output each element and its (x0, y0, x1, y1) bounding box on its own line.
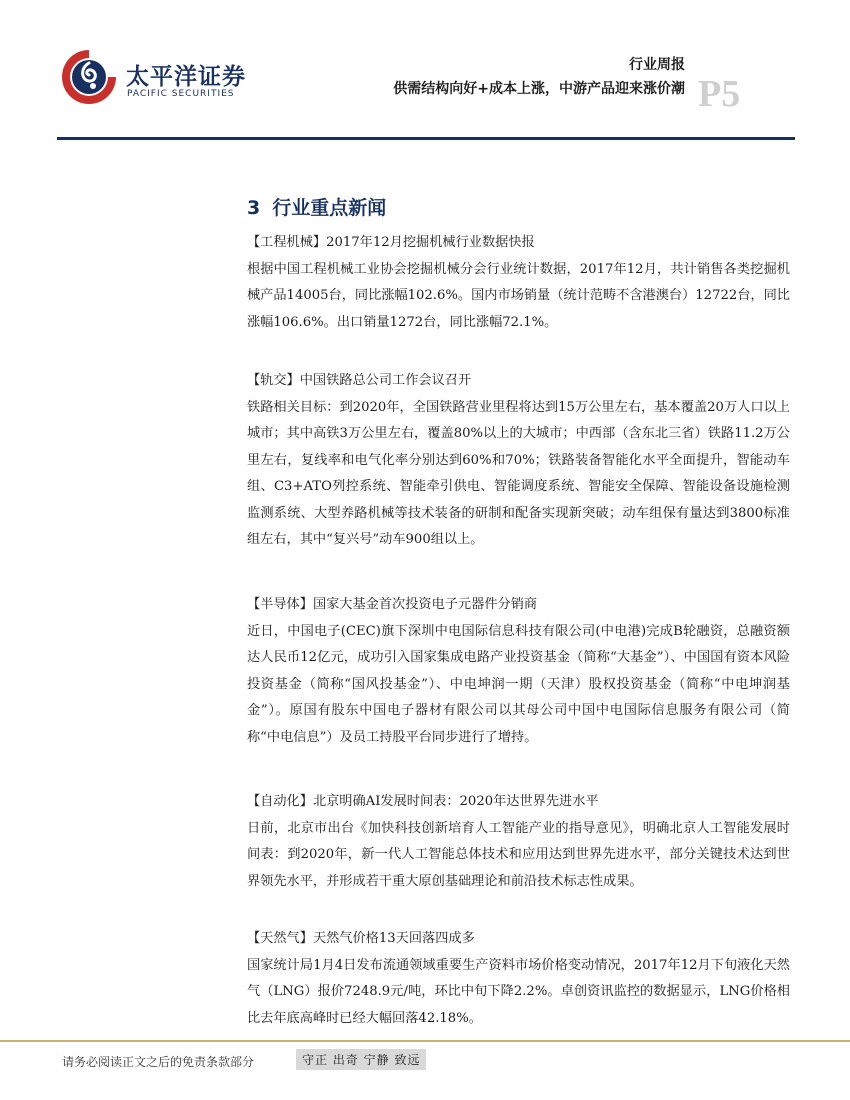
news-item (247, 367, 790, 553)
news-body: 日前，北京市出台《加快科技创新培育人工智能产业的指导意见》，明确北京人工智能发展时间表：到2020年，新一代人工智能总体技术和应用达到世界先进水平，部分关键技术达到世界领先水平，并形成若干重大原创基础理论和前沿技术标志性成果。 (247, 821, 790, 889)
news-item (247, 925, 790, 1032)
news-body: 铁路相关目标：到2020年，全国铁路营业里程将达到15万公里左右，基本覆盖20万人口以上城市；其中高铁3万公里左右，覆盖80%以上的大城市；中西部（含东北三省）铁路11.2万公里左右，复线率和电气化率分别达到60%和70%；铁路装备智能化水平全面提升，智能动车组、C3+ATO列控系统、智能牵引供电、智能调度系统、智能安全保障、智能设备设施检测监测系统、大型养路机械等技术装备的研制和配备实现新突破；动车组保有量达到3800标准组左右，其中“复兴号”动车900组以上。 (247, 400, 790, 548)
document-title: 供需结构向好+成本上涨，中游产品迎来涨价潮 (393, 81, 685, 97)
disclaimer-text: 请务必阅读正文之后的免责条款部分 (62, 1055, 255, 1069)
news-body: 根据中国工程机械工业协会挖掘机械分会行业统计数据，2017年12月，共计销售各类挖掘机械产品14005台，同比涨幅102.6%。国内市场销量（统计范畴不含港澳台）12722台，同比涨幅106.6%。出口销量1272台，同比涨幅72.1%。 (247, 262, 790, 330)
news-item (247, 229, 790, 336)
news-body: 国家统计局1月4日发布流通领域重要生产资料市场价格变动情况，2017年12月下旬液化天然气（LNG）报价7248.9元/吨，环比中旬下降2.2%。卓创资讯监控的数据显示，LNG价格相比去年底高峰时已经大幅回落42.18%。 (247, 958, 790, 1026)
footer-divider (0, 1040, 850, 1042)
pacific-securities-logo-icon (58, 46, 120, 108)
news-headline-text: 国家大基金首次投资电子元器件分销商 (312, 597, 538, 612)
news-body: 近日，中国电子(CEC)旗下深圳中电国际信息科技有限公司(中电港)完成B轮融资，总融资额达人民币12亿元，成功引入国家集成电路产业投资基金（简称“大基金”）、中国国有资本风险投资基金（简称“国风投基金”）、中电坤润一期（天津）股权投资基金（简称“中电坤润基金”）。原国有股东中国电子器材有限公司以其母公司中国中电国际信息服务有限公司（简称“中电信息”）及员工持股平台同步进行了增持。 (247, 624, 790, 745)
news-headline (247, 229, 790, 257)
company-motto: 守正 出奇 宁静 致远 (296, 1049, 426, 1070)
news-item (247, 591, 790, 751)
section-heading (247, 193, 386, 220)
news-headline (247, 788, 790, 816)
news-headline (247, 591, 790, 619)
header-divider (57, 137, 795, 140)
news-item (247, 788, 790, 895)
brand-name-en: PACIFIC SECURITIES (127, 89, 235, 99)
news-headline-text: 中国铁路总公司工作会议召开 (299, 373, 472, 388)
section-number: 3 (247, 197, 261, 219)
news-headline-text: 北京明确AI发展时间表：2020年达世界先进水平 (312, 794, 599, 809)
page-header (0, 0, 850, 140)
news-tag: 【工程机械】 (247, 235, 327, 250)
news-tag: 【天然气】 (247, 931, 313, 946)
news-headline-text: 2017年12月挖掘机械行业数据快报 (326, 235, 535, 250)
document-type: 行业周报 (629, 57, 685, 73)
section-title: 行业重点新闻 (272, 197, 387, 219)
news-headline-text: 天然气价格13天回落四成多 (312, 931, 475, 946)
page-number: P5 (698, 73, 741, 115)
news-tag: 【轨交】 (247, 373, 300, 388)
news-tag: 【自动化】 (247, 794, 313, 809)
news-headline (247, 367, 790, 395)
news-headline (247, 925, 790, 953)
brand-name-cn: 太平洋证券 (126, 64, 246, 90)
news-tag: 【半导体】 (247, 597, 313, 612)
